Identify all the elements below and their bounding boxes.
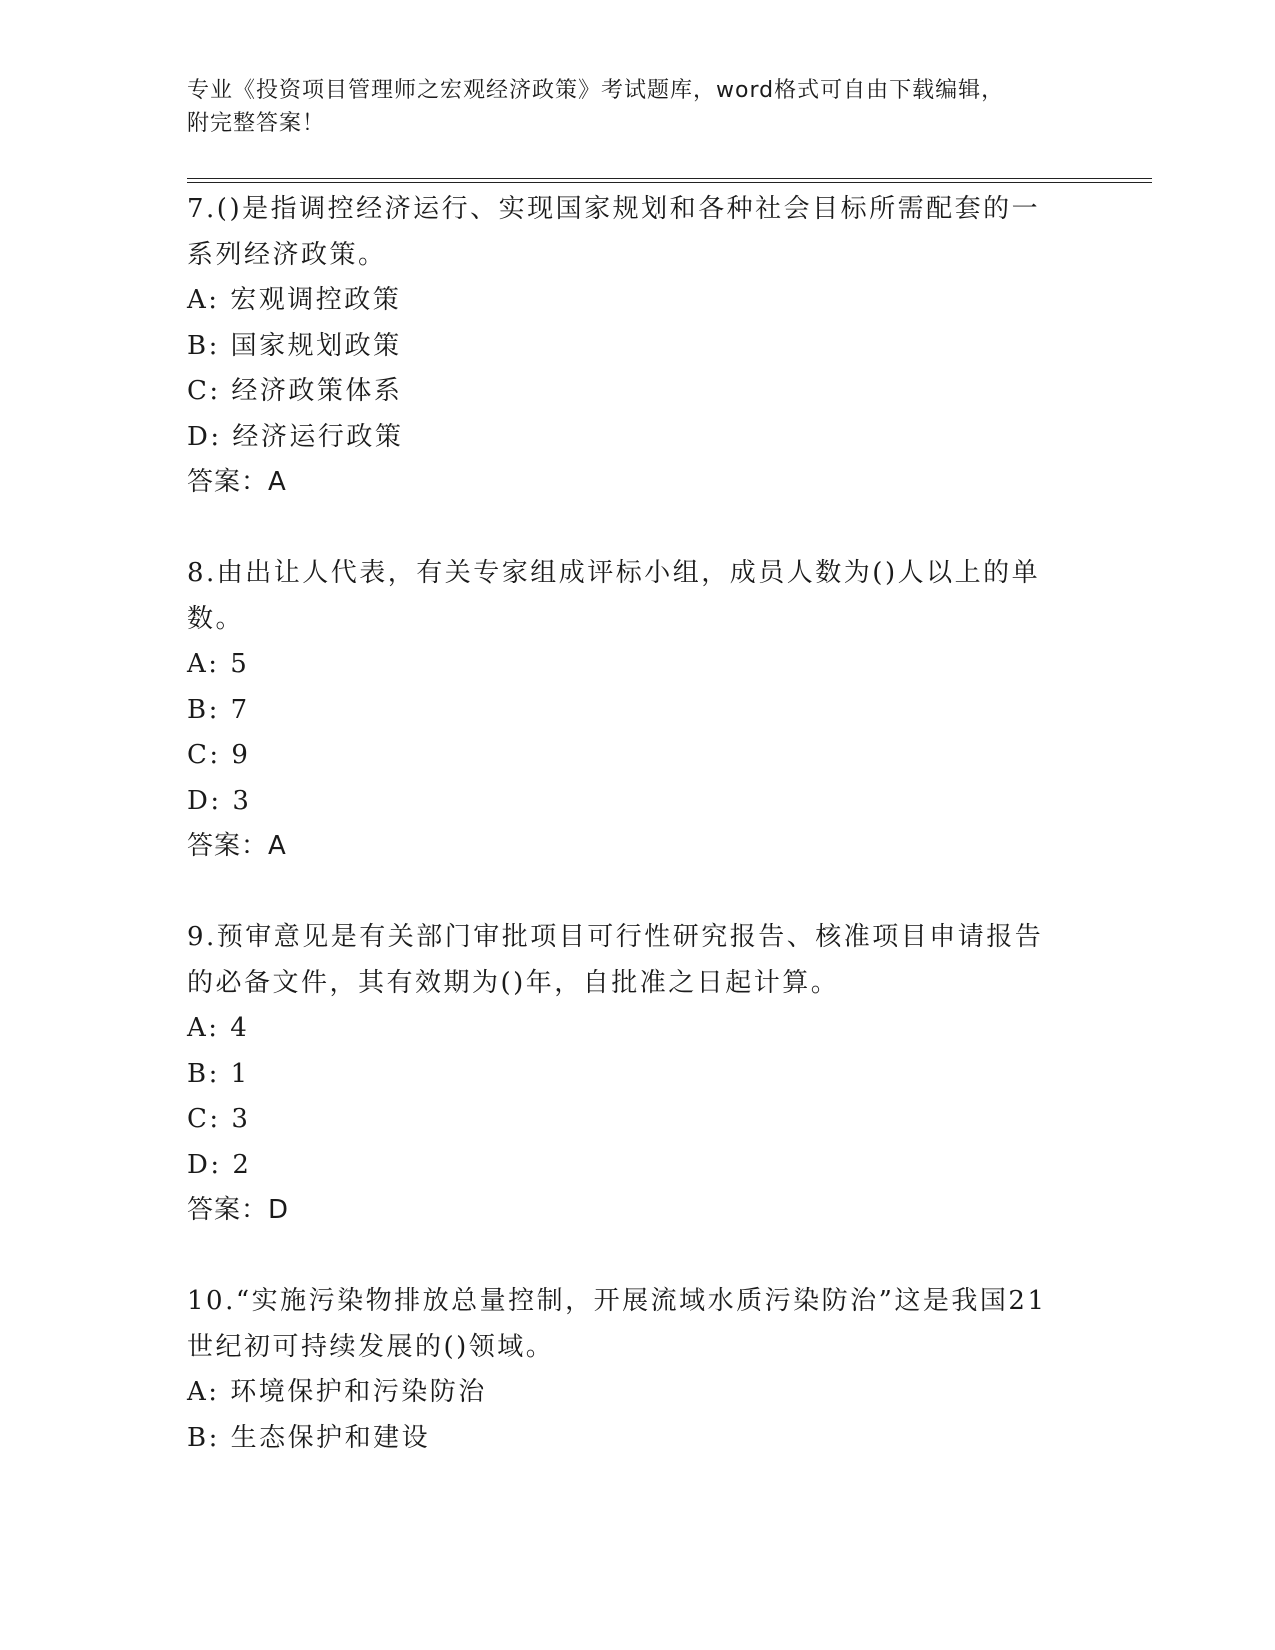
option-d: D: 2: [187, 1149, 252, 1180]
question-7: [187, 187, 1067, 506]
option-b: B: 1: [187, 1058, 250, 1089]
option-d: D: 经济运行政策: [187, 421, 404, 452]
question-text: 7.()是指调控经济运行、实现国家规划和各种社会目标所需配套的一系列经济政策。: [187, 194, 1041, 270]
question-9: [187, 915, 1067, 1234]
header-divider-bottom: [187, 182, 1152, 183]
option-d: D: 3: [187, 785, 252, 816]
option-c: C: 9: [187, 740, 251, 770]
answer: 答案：A: [187, 831, 287, 861]
option-b: B: 7: [187, 694, 250, 725]
header-divider-top: [187, 178, 1152, 179]
question-text: 8.由出让人代表，有关专家组成评标小组，成员人数为()人以上的单数。: [187, 558, 1041, 634]
document-header: [187, 74, 1087, 140]
option-a: A: 环境保护和污染防治: [187, 1377, 487, 1407]
answer: 答案：D: [187, 1195, 290, 1225]
option-c: C: 3: [187, 1104, 251, 1134]
option-a: A: 宏观调控政策: [187, 285, 402, 315]
option-c: C: 经济政策体系: [187, 376, 403, 406]
header-line-2: 附完整答案！: [187, 111, 326, 136]
question-text: 10.“实施污染物排放总量控制，开展流域水质污染防治”这是我国21世纪初可持续发展的()领域。: [187, 1286, 1047, 1362]
option-a: A: 5: [187, 649, 250, 679]
option-a: A: 4: [187, 1013, 250, 1043]
header-line-1: 专业《投资项目管理师之宏观经济政策》考试题库，word格式可自由下载编辑，: [187, 78, 1005, 103]
answer: 答案：A: [187, 467, 287, 497]
question-8: [187, 551, 1067, 870]
option-b: B: 生态保护和建设: [187, 1422, 431, 1453]
question-text: 9.预审意见是有关部门审批项目可行性研究报告、核准项目申请报告的必备文件，其有效期为()年，自批准之日起计算。: [187, 922, 1044, 998]
question-10: [187, 1279, 1067, 1461]
option-b: B: 国家规划政策: [187, 330, 402, 361]
